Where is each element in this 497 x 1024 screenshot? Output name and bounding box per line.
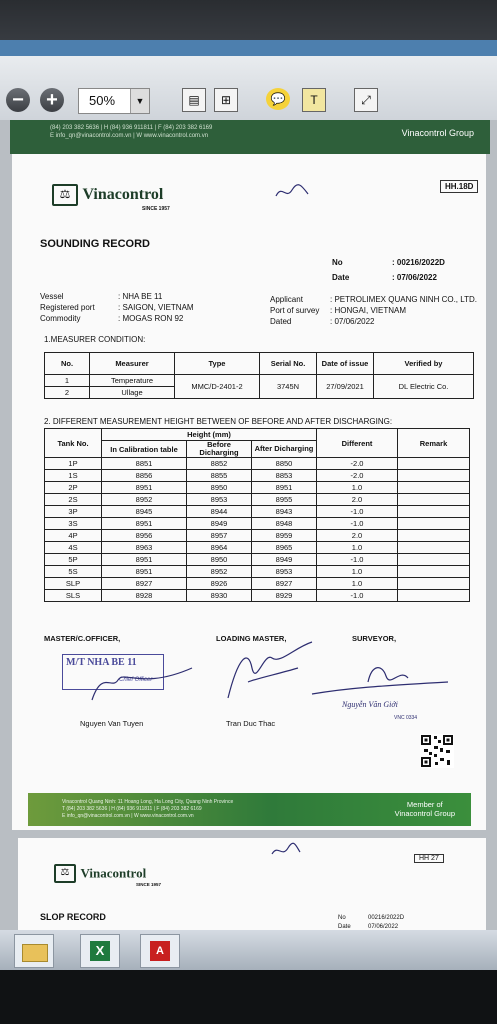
initials-mark: [272, 182, 312, 202]
portsurvey-value: : HONGAI, VIETNAM: [330, 306, 407, 315]
cell-diff: 1.0: [317, 578, 398, 590]
cell-after: 8929: [252, 590, 317, 602]
pdf-page-2: [18, 838, 486, 938]
cell-after: 8949: [252, 554, 317, 566]
cell-diff: -1.0: [317, 518, 398, 530]
zoom-in-icon[interactable]: +: [40, 88, 64, 112]
table-row: [45, 530, 470, 542]
footer-address: [62, 799, 233, 820]
table-row: [45, 470, 470, 482]
th-date-issue: Date of issue: [317, 353, 374, 375]
th-height: Height (mm): [102, 429, 317, 441]
dated-label: Dated: [270, 317, 292, 326]
cell-after: 8850: [252, 458, 317, 470]
cell-remark: [398, 542, 470, 554]
cell-diff: 2.0: [317, 494, 398, 506]
band-contact: [50, 124, 212, 140]
cell-before: 8930: [187, 590, 252, 602]
table-row: [45, 578, 470, 590]
date-label: Date: [332, 273, 350, 282]
cell-after: 8965: [252, 542, 317, 554]
commodity-label: Commodity: [40, 314, 81, 323]
cell-before: 8949: [187, 518, 252, 530]
cell-remark: [398, 578, 470, 590]
footer-addr-line3: E info_qn@vinacontrol.com.vn | W www.vinacontrol.com.vn: [62, 813, 194, 819]
no-value: : 00216/2022D: [392, 258, 445, 267]
band-contact-line2: E info_qn@vinacontrol.com.vn | W www.vinacontrol.com.vn: [50, 133, 209, 139]
cell-before: 8950: [187, 554, 252, 566]
cell-before: 8855: [187, 470, 252, 482]
measurer-table: [44, 352, 474, 399]
zoom-value: 50%: [89, 93, 116, 108]
page2-logo: [54, 864, 146, 883]
cell-after: 8948: [252, 518, 317, 530]
cell-calib: 8951: [102, 518, 187, 530]
cell-calib: 8952: [102, 494, 187, 506]
section1-heading: 1.MEASURER CONDITION:: [44, 335, 146, 344]
footer-member-line2: Vinacontrol Group: [394, 809, 455, 818]
table-row: [45, 554, 470, 566]
cell-diff: 1.0: [317, 566, 398, 578]
regport-value: : SAIGON, VIETNAM: [118, 303, 194, 312]
cell-diff: 1.0: [317, 542, 398, 554]
window-title-strip: [0, 40, 497, 56]
cell-measurer: Ullage: [90, 387, 175, 399]
page2-date-label: Date: [338, 924, 351, 930]
loading-master-label: LOADING MASTER,: [216, 634, 287, 643]
cell-tank: 5P: [45, 554, 102, 566]
vinacontrol-logo: [52, 184, 163, 206]
cell-calib: 8963: [102, 542, 187, 554]
cell-diff: -1.0: [317, 506, 398, 518]
page-title: SOUNDING RECORD: [40, 238, 151, 250]
table-row: [45, 566, 470, 578]
cell-calib: 8956: [102, 530, 187, 542]
height-table: [44, 428, 470, 602]
monitor-bezel-bottom: [0, 970, 497, 1024]
page2-no-value: 00216/2022D: [368, 915, 405, 921]
th-tank: Tank No.: [45, 429, 102, 458]
cell-tank: 3P: [45, 506, 102, 518]
comment-icon[interactable]: 💬: [266, 88, 290, 110]
pdf-page: [12, 154, 486, 830]
surveyor-label: SURVEYOR,: [352, 634, 397, 643]
cell-remark: [398, 530, 470, 542]
cell-after: 8955: [252, 494, 317, 506]
cell-tank: 3S: [45, 518, 102, 530]
portsurvey-label: Port of survey: [270, 306, 320, 315]
cell-diff: -1.0: [317, 554, 398, 566]
cell-before: 8950: [187, 482, 252, 494]
applicant-label: Applicant: [270, 295, 303, 304]
cell-diff: -2.0: [317, 458, 398, 470]
initials-mark-2: [268, 842, 302, 860]
table-row: [45, 458, 470, 470]
footer-addr-line1: Vinacontrol Quang Ninh: 11 Hoang Long, Ha Long City, Quang Ninh Province: [62, 799, 234, 805]
chevron-down-icon[interactable]: ▼: [130, 89, 149, 113]
page2-logo-text: Vinacontrol: [80, 865, 147, 881]
cell-calib: 8951: [102, 554, 187, 566]
previous-page-footer-band: [10, 120, 490, 154]
regport-label: Registered port: [40, 303, 95, 312]
cell-before: 8957: [187, 530, 252, 542]
surveyor-code: VNC 0334: [394, 715, 418, 721]
cell-before: 8852: [187, 458, 252, 470]
cell-diff: 1.0: [317, 482, 398, 494]
band-brand: Vinacontrol Group: [401, 128, 474, 138]
fit-width-icon[interactable]: ⊞: [214, 88, 238, 112]
zoom-dropdown[interactable]: [78, 88, 150, 114]
cell-calib: 8951: [102, 482, 187, 494]
th-remark: Remark: [398, 429, 470, 458]
date-value: : 07/06/2022: [392, 273, 437, 282]
cell-type: MMC/D-2401-2: [175, 375, 260, 399]
qr-code-icon: [420, 734, 454, 768]
cell-after: 8953: [252, 566, 317, 578]
cell-tank: 1S: [45, 470, 102, 482]
table-row: [45, 494, 470, 506]
cell-serial: 3745N: [260, 375, 317, 399]
master-signature: [72, 660, 202, 710]
page2-title: SLOP RECORD: [40, 912, 106, 922]
cell-tank: SLS: [45, 590, 102, 602]
cell-verified: DL Electric Co.: [374, 375, 474, 399]
cell-calib: 8927: [102, 578, 187, 590]
cell-diff: -1.0: [317, 590, 398, 602]
th-different: Different: [317, 429, 398, 458]
cell-before: 8944: [187, 506, 252, 518]
highlight-text-icon[interactable]: T: [302, 88, 326, 112]
cell-remark: [398, 566, 470, 578]
cell-before: 8926: [187, 578, 252, 590]
table-row: [45, 482, 470, 494]
th-calibration: In Calibration table: [102, 441, 187, 458]
cell-remark: [398, 482, 470, 494]
cell-remark: [398, 470, 470, 482]
acrobat-icon[interactable]: A: [140, 934, 180, 968]
master-label: MASTER/C.OFFICER,: [44, 634, 121, 643]
page2-date-value: 07/06/2022: [368, 924, 399, 930]
zoom-out-icon[interactable]: −: [6, 88, 30, 112]
form-code: HH.18D: [440, 180, 478, 193]
page2-form-code: HH 27: [414, 854, 444, 863]
band-contact-line1: (84) 203 382 5636 | H (84) 936 911811 | F (84) 203 382 6169: [50, 125, 213, 131]
section2-heading: 2. DIFFERENT MEASUREMENT HEIGHT BETWEEN OF BEFORE AND AFTER DISCHARGING:: [44, 417, 393, 426]
cell-after: 8927: [252, 578, 317, 590]
excel-icon[interactable]: X: [80, 934, 120, 968]
cell-before: 8953: [187, 494, 252, 506]
table-row: [45, 542, 470, 554]
cell-tank: SLP: [45, 578, 102, 590]
th-serial: Serial No.: [260, 353, 317, 375]
page2-no-label: No: [338, 915, 346, 921]
cell-calib: 8856: [102, 470, 187, 482]
stamp-sub: Chief Officer: [119, 677, 153, 683]
cell-tank: 1P: [45, 458, 102, 470]
cell-calib: 8928: [102, 590, 187, 602]
page-footer-band: [28, 793, 471, 826]
cell-remark: [398, 554, 470, 566]
commodity-value: : MOGAS RON 92: [118, 314, 184, 323]
fullscreen-icon[interactable]: ⤢: [354, 88, 378, 112]
cell-after: 8943: [252, 506, 317, 518]
cell-tank: 5S: [45, 566, 102, 578]
pdf-toolbar: [0, 56, 497, 121]
logo-since: SINCE 1957: [142, 206, 170, 212]
stamp-text: M/T NHA BE 11: [66, 657, 137, 668]
taskbar: [0, 930, 497, 970]
fit-page-icon[interactable]: ▤: [182, 88, 206, 112]
no-label: No: [332, 258, 343, 267]
cell-diff: 2.0: [317, 530, 398, 542]
file-explorer-icon[interactable]: [14, 934, 54, 968]
table-row: [45, 506, 470, 518]
cell-remark: [398, 590, 470, 602]
footer-addr-line2: T (84) 203 382 5636 | H (84) 936 911811 | F (84) 203 382 6169: [62, 806, 202, 812]
cell-remark: [398, 458, 470, 470]
vessel-value: : NHA BE 11: [118, 292, 163, 301]
cell-diff: -2.0: [317, 470, 398, 482]
cell-remark: [398, 494, 470, 506]
cell-no: 1: [45, 375, 90, 387]
cell-after: 8853: [252, 470, 317, 482]
cell-no: 2: [45, 387, 90, 399]
loading-master-signature: [208, 638, 318, 704]
th-no: No.: [45, 353, 90, 375]
th-after: After Dicharging: [252, 441, 317, 458]
footer-member-line1: Member of: [406, 800, 443, 809]
cell-calib: 8851: [102, 458, 187, 470]
th-verified: Verified by: [374, 353, 474, 375]
logo-text: Vinacontrol: [82, 186, 164, 203]
dated-value: : 07/06/2022: [330, 317, 375, 326]
footer-member: [395, 800, 455, 818]
table-row: [45, 590, 470, 602]
surveyor-signature: [308, 658, 458, 702]
page2-logo-since: SINCE 1957: [136, 882, 162, 887]
cell-remark: [398, 506, 470, 518]
cell-tank: 2P: [45, 482, 102, 494]
table-row: [45, 518, 470, 530]
vessel-label: Vessel: [40, 292, 64, 301]
cell-remark: [398, 518, 470, 530]
cell-after: 8959: [252, 530, 317, 542]
th-type: Type: [175, 353, 260, 375]
cell-measurer: Temperature: [90, 375, 175, 387]
cell-tank: 2S: [45, 494, 102, 506]
applicant-value: : PETROLIMEX QUANG NINH CO., LTD.: [330, 295, 477, 304]
cell-tank: 4P: [45, 530, 102, 542]
th-before: Before Dicharging: [187, 441, 252, 458]
scales-icon: ⚖: [54, 864, 76, 883]
surveyor-script-name: Nguyễn Văn Giới: [342, 700, 398, 709]
cell-after: 8951: [252, 482, 317, 494]
cell-tank: 4S: [45, 542, 102, 554]
cell-date-issue: 27/09/2021: [317, 375, 374, 399]
cell-calib: 8945: [102, 506, 187, 518]
table-row: [45, 375, 474, 387]
th-measurer: Measurer: [90, 353, 175, 375]
master-name: Nguyen Van Tuyen: [80, 719, 144, 728]
cell-before: 8964: [187, 542, 252, 554]
scales-icon: ⚖: [52, 184, 78, 206]
cell-calib: 8951: [102, 566, 187, 578]
loading-master-name: Tran Duc Thac: [226, 719, 276, 728]
cell-before: 8952: [187, 566, 252, 578]
